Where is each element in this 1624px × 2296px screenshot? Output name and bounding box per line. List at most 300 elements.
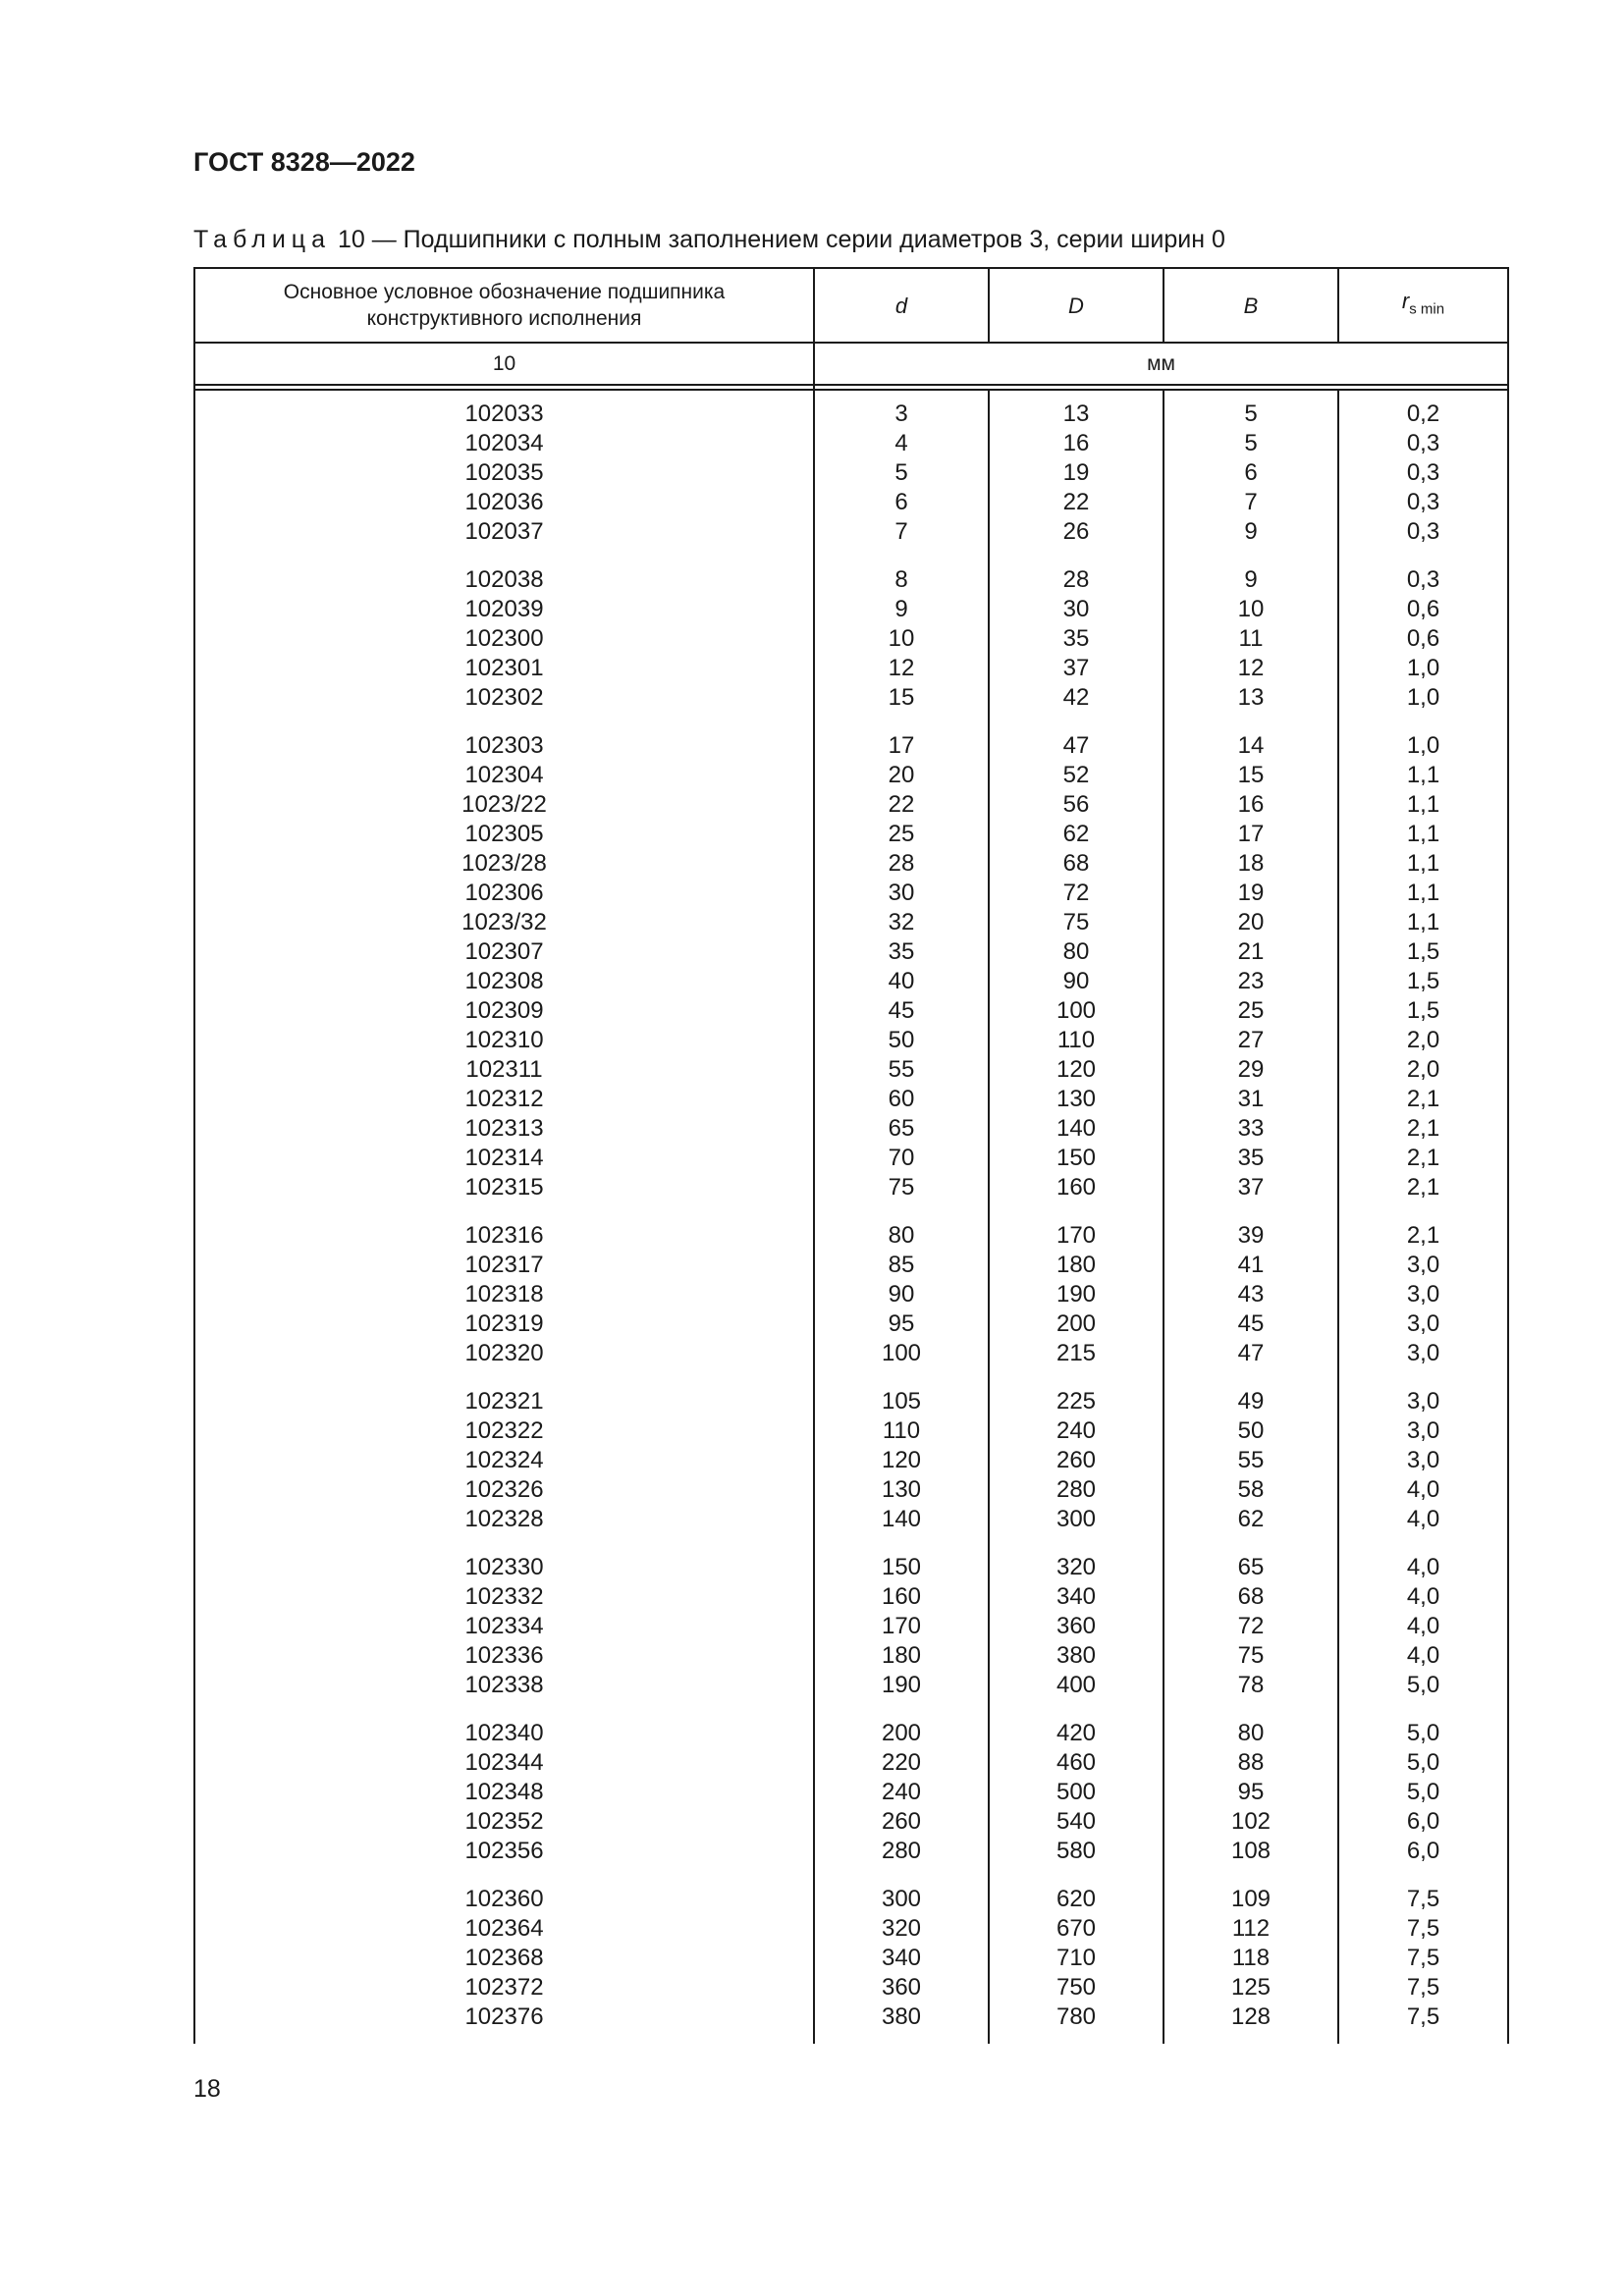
row-group — [815, 731, 988, 1202]
cell-width: 47 — [1237, 1340, 1265, 1366]
cell-chamfer: 1,0 — [1406, 655, 1440, 681]
header-width-label: B — [1243, 293, 1259, 318]
cell-d: 180 — [881, 1642, 922, 1669]
cell-d: 35 — [888, 938, 915, 965]
cell-chamfer: 6,0 — [1406, 1838, 1440, 1864]
cell-designation: 1023/22 — [461, 791, 547, 818]
cell-outer-diameter: 68 — [1062, 850, 1090, 877]
cell-d: 17 — [888, 732, 915, 759]
cell-width: 43 — [1237, 1281, 1265, 1308]
row-group — [195, 565, 813, 713]
cell-chamfer: 2,1 — [1406, 1086, 1440, 1112]
cell-outer-diameter: 340 — [1056, 1583, 1097, 1610]
header-width — [1164, 269, 1337, 342]
cell-outer-diameter: 100 — [1056, 997, 1097, 1024]
cell-designation: 102313 — [464, 1115, 544, 1142]
cell-width: 88 — [1237, 1749, 1265, 1776]
cell-width: 128 — [1230, 2003, 1272, 2030]
header-double-line-2 — [193, 389, 1509, 391]
cell-chamfer: 1,1 — [1406, 880, 1440, 906]
cell-width: 112 — [1231, 1915, 1271, 1942]
cell-outer-diameter: 13 — [1062, 400, 1090, 427]
row-group — [1164, 1553, 1337, 1700]
cell-outer-diameter: 200 — [1056, 1310, 1097, 1337]
cell-d: 240 — [881, 1779, 922, 1805]
cell-outer-diameter: 500 — [1056, 1779, 1097, 1805]
row-group — [1339, 1221, 1507, 1368]
cell-chamfer: 4,0 — [1406, 1554, 1440, 1580]
cell-designation: 102334 — [464, 1613, 544, 1639]
table-caption — [193, 226, 1225, 254]
cell-width: 20 — [1237, 909, 1265, 935]
cell-designation: 102306 — [464, 880, 544, 906]
cell-width: 102 — [1230, 1808, 1272, 1835]
cell-d: 280 — [881, 1838, 922, 1864]
cell-width: 50 — [1237, 1417, 1265, 1444]
cell-width: 9 — [1244, 518, 1258, 545]
header-outer-diameter-label: D — [1068, 293, 1084, 318]
cell-d: 12 — [888, 655, 915, 681]
cell-designation: 102360 — [464, 1886, 544, 1912]
row-group — [1339, 1553, 1507, 1700]
row-group — [195, 1387, 813, 1534]
cell-designation: 102356 — [464, 1838, 544, 1864]
cell-designation: 102344 — [464, 1749, 544, 1776]
row-group — [1164, 1221, 1337, 1368]
row-group — [1339, 400, 1507, 547]
cell-chamfer: 6,0 — [1406, 1808, 1440, 1835]
cell-width: 78 — [1237, 1672, 1265, 1698]
cell-chamfer: 1,5 — [1406, 968, 1440, 994]
cell-d: 10 — [888, 625, 915, 652]
cell-chamfer: 1,1 — [1406, 850, 1440, 877]
cell-outer-diameter: 360 — [1056, 1613, 1097, 1639]
cell-chamfer: 1,1 — [1406, 762, 1440, 788]
row-group — [815, 1719, 988, 1866]
cell-chamfer: 4,0 — [1406, 1613, 1440, 1639]
cell-designation: 102330 — [464, 1554, 544, 1580]
cell-designation: 102308 — [464, 968, 544, 994]
row-group — [1339, 731, 1507, 1202]
row-group — [195, 731, 813, 1202]
cell-d: 130 — [881, 1476, 922, 1503]
cell-width: 35 — [1237, 1145, 1265, 1171]
cell-d: 6 — [894, 489, 908, 515]
row-group — [1164, 565, 1337, 713]
row-group — [815, 1553, 988, 1700]
cell-designation: 102033 — [464, 400, 544, 427]
cell-d: 3 — [894, 400, 908, 427]
cell-outer-diameter: 75 — [1062, 909, 1090, 935]
cell-outer-diameter: 620 — [1056, 1886, 1097, 1912]
cell-outer-diameter: 380 — [1056, 1642, 1097, 1669]
cell-width: 95 — [1237, 1779, 1265, 1805]
cell-chamfer: 7,5 — [1406, 2003, 1440, 2030]
cell-chamfer: 5,0 — [1406, 1672, 1440, 1698]
cell-d: 200 — [881, 1720, 922, 1746]
cell-chamfer: 4,0 — [1406, 1642, 1440, 1669]
cell-designation: 102039 — [464, 596, 544, 622]
header-series-code: 10 — [492, 352, 516, 375]
cell-designation: 1023/28 — [461, 850, 547, 877]
cell-width: 18 — [1237, 850, 1265, 877]
cell-width: 23 — [1237, 968, 1265, 994]
header-chamfer-label — [1402, 288, 1444, 322]
cell-outer-diameter: 280 — [1056, 1476, 1097, 1503]
cell-outer-diameter: 260 — [1056, 1447, 1097, 1473]
cell-outer-diameter: 160 — [1056, 1174, 1097, 1201]
cell-width: 72 — [1237, 1613, 1265, 1639]
cell-width: 10 — [1237, 596, 1265, 622]
row-group — [1339, 1719, 1507, 1866]
cell-width: 29 — [1237, 1056, 1265, 1083]
row-group — [1164, 400, 1337, 547]
cell-outer-diameter: 16 — [1062, 430, 1090, 456]
row-group — [815, 1221, 988, 1368]
cell-width: 80 — [1237, 1720, 1265, 1746]
cell-designation: 102352 — [464, 1808, 544, 1835]
cell-designation: 102036 — [464, 489, 544, 515]
column-width — [1164, 400, 1337, 2051]
header-designation — [195, 269, 813, 342]
header-designation-line2: конструктивного исполнения — [366, 307, 642, 330]
row-group — [195, 1553, 813, 1700]
cell-d: 95 — [888, 1310, 915, 1337]
cell-chamfer: 3,0 — [1406, 1252, 1440, 1278]
cell-designation: 102304 — [464, 762, 544, 788]
cell-d: 30 — [888, 880, 915, 906]
cell-width: 19 — [1237, 880, 1265, 906]
cell-chamfer: 2,0 — [1406, 1027, 1440, 1053]
cell-designation: 102328 — [464, 1506, 544, 1532]
cell-d: 100 — [881, 1340, 922, 1366]
cell-d: 60 — [888, 1086, 915, 1112]
cell-designation: 102317 — [464, 1252, 544, 1278]
cell-chamfer: 7,5 — [1406, 1915, 1440, 1942]
cell-outer-diameter: 30 — [1062, 596, 1090, 622]
cell-designation: 102301 — [464, 655, 544, 681]
cell-outer-diameter: 190 — [1056, 1281, 1097, 1308]
cell-designation: 102338 — [464, 1672, 544, 1698]
cell-designation: 102336 — [464, 1642, 544, 1669]
table-border-right — [1507, 267, 1509, 2044]
cell-d: 80 — [888, 1222, 915, 1249]
cell-width: 45 — [1237, 1310, 1265, 1337]
cell-d: 140 — [881, 1506, 922, 1532]
cell-designation: 102322 — [464, 1417, 544, 1444]
header-outer-diameter — [990, 269, 1163, 342]
cell-chamfer: 2,1 — [1406, 1174, 1440, 1201]
table-caption-word: Таблица — [193, 226, 332, 253]
cell-chamfer: 0,6 — [1406, 625, 1440, 652]
cell-outer-diameter: 420 — [1056, 1720, 1097, 1746]
header-unit: мм — [1147, 352, 1175, 375]
column-designation — [195, 400, 813, 2051]
cell-width: 41 — [1237, 1252, 1265, 1278]
cell-d: 90 — [888, 1281, 915, 1308]
cell-chamfer: 3,0 — [1406, 1340, 1440, 1366]
cell-outer-diameter: 37 — [1062, 655, 1090, 681]
cell-width: 12 — [1237, 655, 1265, 681]
cell-outer-diameter: 240 — [1056, 1417, 1097, 1444]
cell-outer-diameter: 35 — [1062, 625, 1090, 652]
cell-width: 55 — [1237, 1447, 1265, 1473]
cell-outer-diameter: 62 — [1062, 821, 1090, 847]
cell-width: 125 — [1230, 1974, 1272, 2001]
row-group — [1339, 1387, 1507, 1534]
cell-width: 68 — [1237, 1583, 1265, 1610]
cell-d: 25 — [888, 821, 915, 847]
cell-d: 75 — [888, 1174, 915, 1201]
cell-width: 14 — [1237, 732, 1265, 759]
cell-chamfer: 5,0 — [1406, 1749, 1440, 1776]
cell-width: 62 — [1237, 1506, 1265, 1532]
cell-outer-diameter: 90 — [1062, 968, 1090, 994]
cell-designation: 102312 — [464, 1086, 544, 1112]
cell-designation: 102340 — [464, 1720, 544, 1746]
cell-designation: 102376 — [464, 2003, 544, 2030]
cell-width: 25 — [1237, 997, 1265, 1024]
cell-chamfer: 4,0 — [1406, 1476, 1440, 1503]
cell-chamfer: 1,5 — [1406, 997, 1440, 1024]
cell-outer-diameter: 670 — [1056, 1915, 1097, 1942]
cell-designation: 102315 — [464, 1174, 544, 1201]
cell-width: 108 — [1230, 1838, 1272, 1864]
cell-designation: 102348 — [464, 1779, 544, 1805]
cell-designation: 102310 — [464, 1027, 544, 1053]
cell-chamfer: 0,2 — [1406, 400, 1440, 427]
cell-d: 4 — [894, 430, 908, 456]
cell-chamfer: 1,1 — [1406, 791, 1440, 818]
cell-d: 32 — [888, 909, 915, 935]
cell-designation: 102038 — [464, 566, 544, 593]
header-designation-line1: Основное условное обозначение подшипника — [283, 281, 726, 303]
row-group — [1164, 1885, 1337, 2032]
cell-d: 15 — [888, 684, 915, 711]
cell-width: 31 — [1237, 1086, 1265, 1112]
header-d — [815, 269, 988, 342]
cell-outer-diameter: 80 — [1062, 938, 1090, 965]
cell-designation: 102318 — [464, 1281, 544, 1308]
cell-outer-diameter: 28 — [1062, 566, 1090, 593]
cell-outer-diameter: 750 — [1056, 1974, 1097, 2001]
cell-chamfer: 3,0 — [1406, 1417, 1440, 1444]
cell-chamfer: 1,1 — [1406, 909, 1440, 935]
cell-outer-diameter: 52 — [1062, 762, 1090, 788]
cell-designation: 102316 — [464, 1222, 544, 1249]
cell-width: 9 — [1244, 566, 1258, 593]
bearings-table — [193, 267, 1509, 2044]
page-number: 18 — [193, 2075, 221, 2103]
cell-outer-diameter: 215 — [1056, 1340, 1097, 1366]
cell-chamfer: 0,3 — [1406, 459, 1440, 486]
cell-designation: 102035 — [464, 459, 544, 486]
cell-chamfer: 1,0 — [1406, 732, 1440, 759]
header-d-label: d — [894, 293, 908, 318]
row-group — [815, 1387, 988, 1534]
header-chamfer-sub: s min — [1409, 300, 1445, 318]
cell-width: 5 — [1244, 430, 1258, 456]
cell-d: 22 — [888, 791, 915, 818]
cell-outer-diameter: 320 — [1056, 1554, 1097, 1580]
cell-chamfer: 3,0 — [1406, 1310, 1440, 1337]
cell-chamfer: 5,0 — [1406, 1779, 1440, 1805]
cell-designation: 102319 — [464, 1310, 544, 1337]
cell-d: 45 — [888, 997, 915, 1024]
cell-chamfer: 0,6 — [1406, 596, 1440, 622]
cell-designation: 102034 — [464, 430, 544, 456]
cell-d: 120 — [881, 1447, 922, 1473]
cell-d: 360 — [881, 1974, 922, 2001]
cell-outer-diameter: 300 — [1056, 1506, 1097, 1532]
cell-d: 300 — [881, 1886, 922, 1912]
cell-chamfer: 0,3 — [1406, 430, 1440, 456]
cell-designation: 102332 — [464, 1583, 544, 1610]
row-group — [990, 400, 1163, 547]
cell-designation: 102324 — [464, 1447, 544, 1473]
cell-width: 109 — [1230, 1886, 1272, 1912]
cell-width: 7 — [1244, 489, 1258, 515]
row-group — [815, 565, 988, 713]
cell-width: 27 — [1237, 1027, 1265, 1053]
cell-width: 5 — [1244, 400, 1258, 427]
row-group — [815, 1885, 988, 2032]
cell-chamfer: 5,0 — [1406, 1720, 1440, 1746]
cell-outer-diameter: 130 — [1056, 1086, 1097, 1112]
cell-outer-diameter: 19 — [1062, 459, 1090, 486]
cell-width: 6 — [1244, 459, 1258, 486]
cell-d: 340 — [881, 1945, 922, 1971]
cell-chamfer: 7,5 — [1406, 1974, 1440, 2001]
row-group — [990, 1221, 1163, 1368]
header-double-line-1 — [193, 384, 1509, 386]
cell-outer-diameter: 170 — [1056, 1222, 1097, 1249]
cell-d: 7 — [894, 518, 908, 545]
cell-d: 170 — [881, 1613, 922, 1639]
cell-width: 33 — [1237, 1115, 1265, 1142]
cell-width: 11 — [1238, 625, 1264, 652]
cell-width: 17 — [1237, 821, 1265, 847]
table-caption-text: 10 — Подшипники с полным заполнением серии диаметров 3, серии ширин 0 — [337, 226, 1225, 253]
cell-chamfer: 0,3 — [1406, 566, 1440, 593]
cell-designation: 102311 — [465, 1056, 543, 1083]
row-group — [195, 1719, 813, 1866]
cell-d: 40 — [888, 968, 915, 994]
cell-d: 70 — [888, 1145, 915, 1171]
cell-designation: 102320 — [464, 1340, 544, 1366]
row-group — [990, 731, 1163, 1202]
column-outer-diameter — [990, 400, 1163, 2051]
cell-width: 118 — [1231, 1945, 1271, 1971]
cell-width: 65 — [1237, 1554, 1265, 1580]
row-group — [990, 1885, 1163, 2032]
header-chamfer — [1339, 269, 1507, 342]
cell-chamfer: 1,5 — [1406, 938, 1440, 965]
cell-d: 9 — [894, 596, 908, 622]
row-group — [990, 1387, 1163, 1534]
cell-designation: 102364 — [464, 1915, 544, 1942]
cell-outer-diameter: 140 — [1056, 1115, 1097, 1142]
cell-designation: 102321 — [464, 1388, 544, 1415]
cell-d: 50 — [888, 1027, 915, 1053]
cell-outer-diameter: 47 — [1062, 732, 1090, 759]
cell-outer-diameter: 710 — [1056, 1945, 1097, 1971]
cell-outer-diameter: 540 — [1056, 1808, 1097, 1835]
row-group — [990, 1553, 1163, 1700]
cell-d: 160 — [881, 1583, 922, 1610]
cell-outer-diameter: 400 — [1056, 1672, 1097, 1698]
column-d — [815, 400, 988, 2051]
cell-width: 39 — [1237, 1222, 1265, 1249]
cell-d: 380 — [881, 2003, 922, 2030]
cell-d: 5 — [894, 459, 908, 486]
cell-d: 190 — [881, 1672, 922, 1698]
cell-chamfer: 0,3 — [1406, 489, 1440, 515]
cell-width: 16 — [1237, 791, 1265, 818]
cell-designation: 102037 — [464, 518, 544, 545]
cell-chamfer: 2,1 — [1406, 1222, 1440, 1249]
cell-designation: 102307 — [464, 938, 544, 965]
cell-designation: 1023/32 — [461, 909, 547, 935]
cell-d: 110 — [882, 1417, 921, 1444]
cell-outer-diameter: 580 — [1056, 1838, 1097, 1864]
cell-designation: 102372 — [464, 1974, 544, 2001]
cell-chamfer: 7,5 — [1406, 1945, 1440, 1971]
cell-outer-diameter: 110 — [1056, 1027, 1096, 1053]
cell-outer-diameter: 72 — [1062, 880, 1090, 906]
cell-d: 150 — [881, 1554, 922, 1580]
cell-designation: 102314 — [464, 1145, 544, 1171]
cell-d: 55 — [888, 1056, 915, 1083]
cell-outer-diameter: 780 — [1056, 2003, 1097, 2030]
cell-outer-diameter: 42 — [1062, 684, 1090, 711]
row-group — [195, 1885, 813, 2032]
row-group — [195, 400, 813, 547]
cell-designation: 102368 — [464, 1945, 544, 1971]
cell-d: 8 — [894, 566, 908, 593]
cell-outer-diameter: 180 — [1056, 1252, 1097, 1278]
cell-chamfer: 2,1 — [1406, 1145, 1440, 1171]
row-group — [990, 1719, 1163, 1866]
cell-designation: 102300 — [464, 625, 544, 652]
cell-chamfer: 7,5 — [1406, 1886, 1440, 1912]
cell-designation: 102309 — [464, 997, 544, 1024]
cell-d: 260 — [881, 1808, 922, 1835]
cell-width: 37 — [1237, 1174, 1265, 1201]
cell-outer-diameter: 460 — [1056, 1749, 1097, 1776]
cell-width: 75 — [1237, 1642, 1265, 1669]
cell-d: 85 — [888, 1252, 915, 1278]
cell-chamfer: 2,0 — [1406, 1056, 1440, 1083]
cell-designation: 102326 — [464, 1476, 544, 1503]
cell-d: 320 — [881, 1915, 922, 1942]
row-group — [1339, 565, 1507, 713]
row-group — [1164, 1719, 1337, 1866]
cell-outer-diameter: 225 — [1056, 1388, 1097, 1415]
row-group — [1339, 1885, 1507, 2032]
cell-outer-diameter: 22 — [1062, 489, 1090, 515]
cell-width: 13 — [1237, 684, 1265, 711]
cell-chamfer: 1,0 — [1406, 684, 1440, 711]
cell-chamfer: 1,1 — [1406, 821, 1440, 847]
cell-width: 15 — [1237, 762, 1265, 788]
row-group — [1164, 731, 1337, 1202]
cell-outer-diameter: 150 — [1056, 1145, 1097, 1171]
cell-designation: 102305 — [464, 821, 544, 847]
row-group — [990, 565, 1163, 713]
cell-d: 220 — [881, 1749, 922, 1776]
row-group — [815, 400, 988, 547]
